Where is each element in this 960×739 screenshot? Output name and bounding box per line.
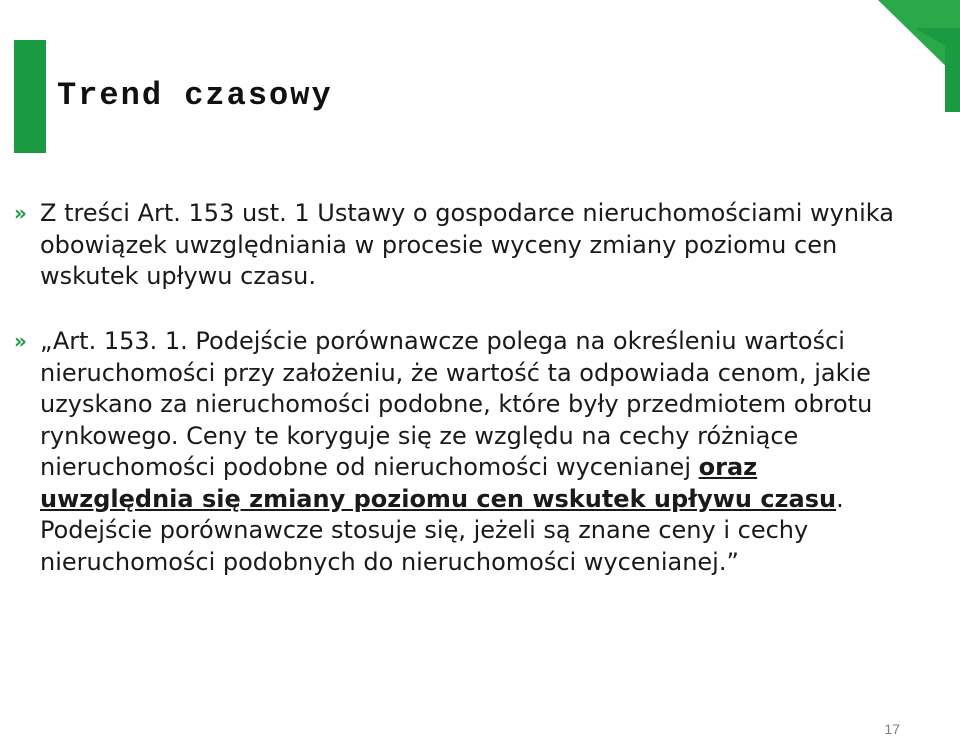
page-number: 17	[884, 721, 900, 737]
bullet-2-text	[40, 326, 894, 578]
bullet-1	[14, 198, 894, 293]
bullet-1-text: Z treści Art. 153 ust. 1 Ustawy o gospodarce nieruchomościami wynika obowiązek uwzględniania w procesie wyceny zmiany poziomu cen wskutek upływu czasu.	[40, 199, 894, 290]
title-accent-bar	[14, 40, 46, 153]
bullet-marker-icon: »	[14, 201, 27, 225]
quote-emphasis: oraz uwzględnia się zmiany poziomu cen wskutek upływu czasu	[40, 453, 837, 513]
quote-text-end: . Podejście porównawcze stosuje się, jeżeli są znane ceny i cechy nieruchomości podobnych do nieruchomości wycenianej.”	[40, 484, 844, 576]
quote-text: „Art. 153. 1. Podejście porównawcze polega na określeniu wartości nieruchomości przy założeniu, że wartość ta odpowiada cenom, jakie uzyskano za nieruchomości podobne, które były przedmiotem obrotu rynkowego. Ceny te koryguje się ze względu na cechy różniące nieruchomości podobne od nieruchomości wycenianej	[40, 327, 873, 481]
corner-decoration	[850, 0, 960, 112]
bullet-2	[14, 326, 894, 578]
slide-title: Trend czasowy	[57, 77, 333, 114]
bullet-marker-icon: »	[14, 329, 27, 353]
